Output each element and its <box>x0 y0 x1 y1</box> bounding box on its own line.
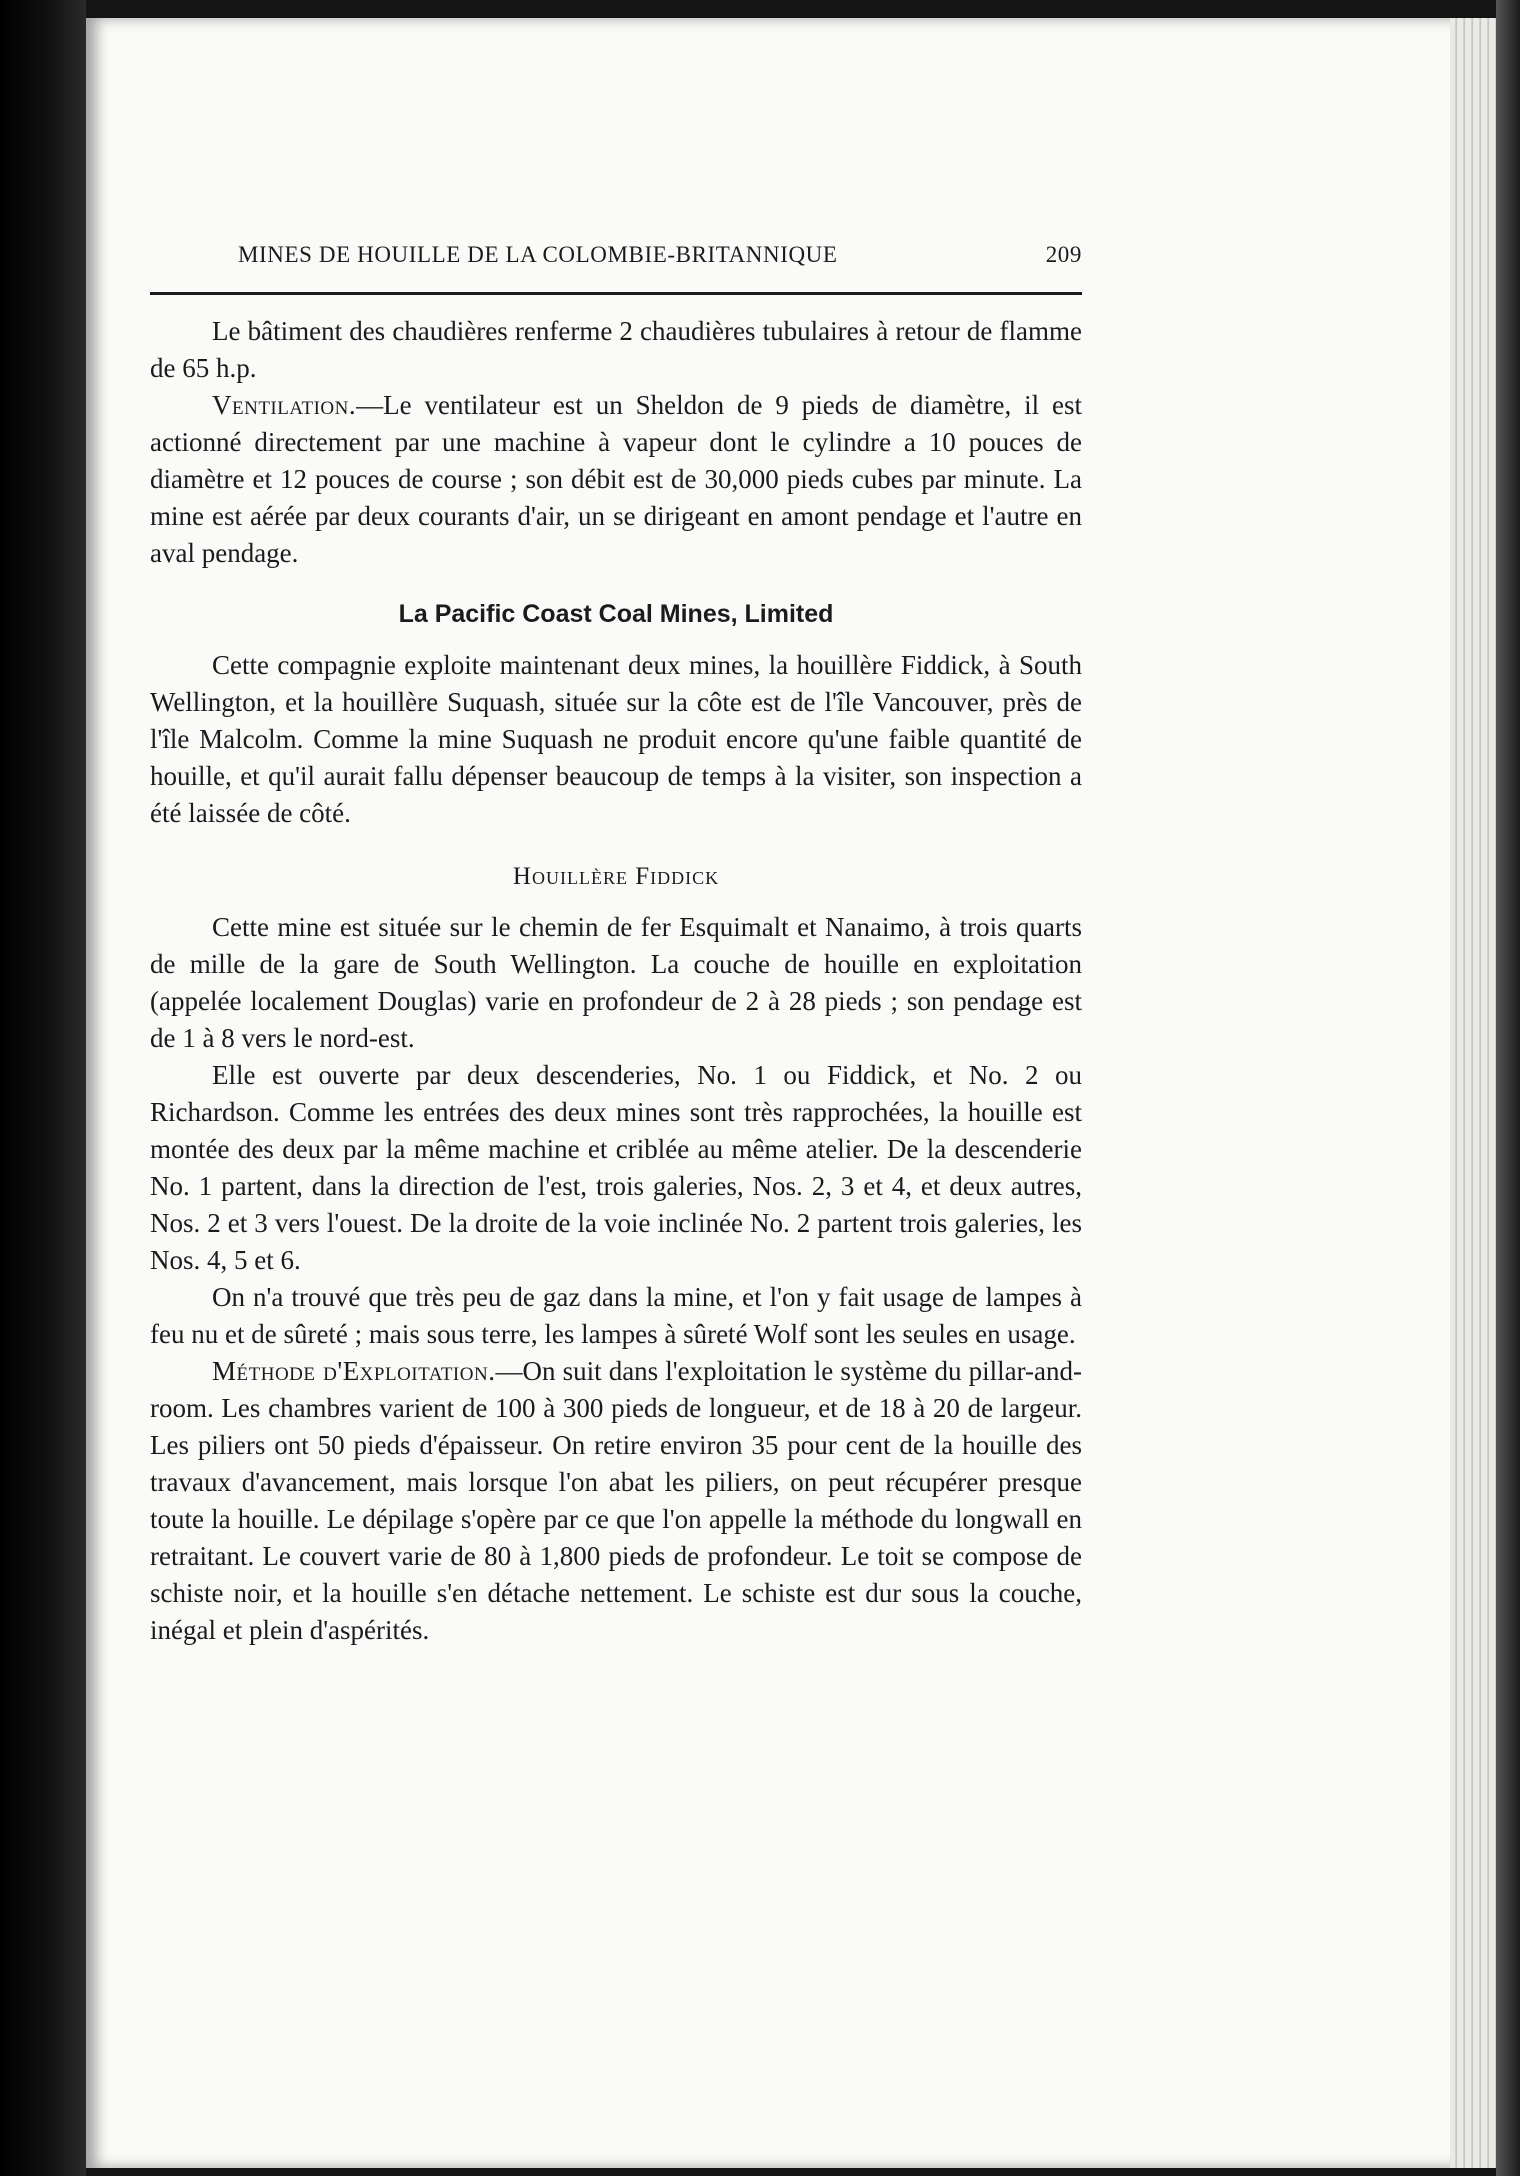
running-header <box>150 242 1082 282</box>
book-edge-shadow <box>1496 0 1520 2176</box>
ventilation-text: —Le ventilateur est un Sheldon de 9 pieds de diamètre, il est actionné directement par une machine à vapeur dont le cylindre a 10 pouces de diamètre et 12 pouces de course ; son débit est de 30,000 pieds cubes par minute. La mine est aérée par deux courants d'air, un se dirigeant en amont pendage et l'autre en aval pendage. <box>150 390 1082 568</box>
paragraph-descenderies: Elle est ouverte par deux descenderies, No. 1 ou Fiddick, et No. 2 ou Richardson. Comme les entrées des deux mines sont très rapprochées, la houille est montée des deux par la même machine et criblée au même atelier. De la descenderie No. 1 partent, dans la direction de l'est, trois galeries, Nos. 2, 3 et 4, et deux autres, Nos. 2 et 3 vers l'ouest. De la droite de la voie inclinée No. 2 partent trois galeries, les Nos. 4, 5 et 6. <box>150 1060 1082 1275</box>
header-rule <box>150 292 1082 295</box>
paragraph-boilers: Le bâtiment des chaudières renferme 2 chaudières tubulaires à retour de flamme de 65 h.p. <box>150 316 1082 383</box>
paragraph-company: Cette compagnie exploite maintenant deux mines, la houillère Fiddick, à South Wellington, et la houillère Suquash, située sur la côte est de l'île Vancouver, près de l'île Malcolm. Comme la mine Suquash ne produit encore qu'une faible quantité de houille, et qu'il aurait fallu dépenser beaucoup de temps à la visiter, son inspection a été laissée de côté. <box>150 650 1082 828</box>
page-number: 209 <box>1045 242 1082 267</box>
section-heading: La Pacific Coast Coal Mines, Limited <box>398 600 834 628</box>
paragraph-method <box>150 1353 1082 1649</box>
running-title: MINES DE HOUILLE DE LA COLOMBIE-BRITANNIQUE <box>238 242 838 267</box>
paragraph-ventilation <box>150 387 1082 572</box>
sub-heading: Houillère Fiddick <box>512 863 720 890</box>
ventilation-lead: Ventilation. <box>212 390 357 420</box>
method-text: —On suit dans l'exploitation le système du pillar-and-room. Les chambres varient de 100 à 300 pieds de longueur, et de 18 à 20 de largeur. Les piliers ont 50 pieds d'épaisseur. On retire environ 35 pour cent de la houille des travaux d'avancement, mais lorsque l'on abat les piliers, on peut récupérer presque toute la houille. Le dépilage s'opère par ce que l'on appelle la méthode du longwall en retraitant. Le couvert varie de 80 à 1,800 pieds de profondeur. Le toit se compose de schiste noir, et la houille s'en détache nettement. Le schiste est dur sous la couche, inégal et plein d'aspérités. <box>150 1356 1082 1645</box>
paragraph-gas: On n'a trouvé que très peu de gaz dans la mine, et l'on y fait usage de lampes à feu nu et de sûreté ; mais sous terre, les lampes à sûreté Wolf sont les seules en usage. <box>150 1282 1082 1349</box>
paragraph-location: Cette mine est située sur le chemin de fer Esquimalt et Nanaimo, à trois quarts de mille de la gare de South Wellington. La couche de houille en exploitation (appelée localement Douglas) varie en profondeur de 2 à 28 pieds ; son pendage est de 1 à 8 vers le nord-est. <box>150 912 1082 1053</box>
page-content <box>150 242 1082 1649</box>
book-spine-shadow <box>0 0 86 2176</box>
method-lead: Méthode d'Exploitation. <box>212 1356 496 1386</box>
